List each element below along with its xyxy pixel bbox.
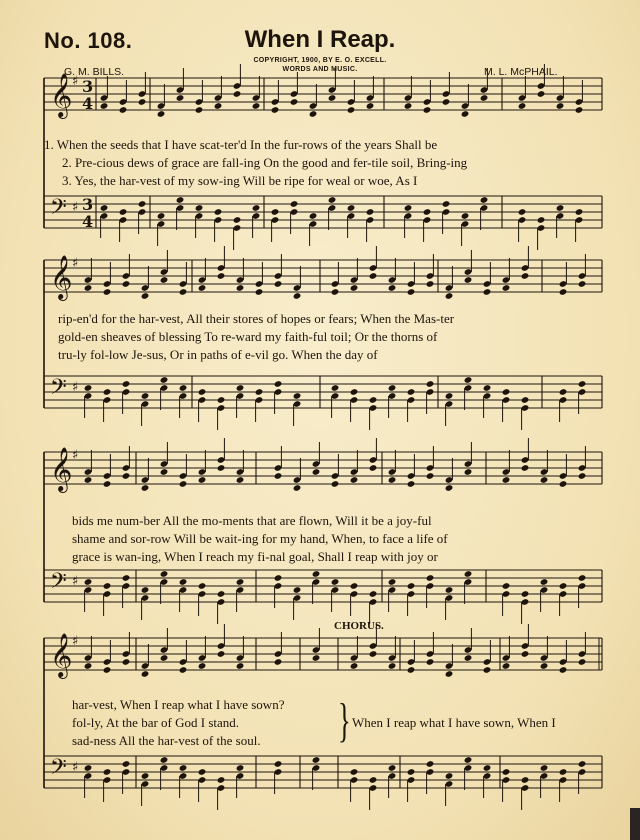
note-head (407, 666, 416, 674)
note-head (464, 276, 473, 284)
note-head (331, 288, 340, 296)
bass-clef: 𝄢 (50, 755, 67, 785)
lyricist-credit: G. M. BILLS. (64, 66, 125, 78)
system1-verse3-lyric: 3. Yes, the har-vest of my sow-ing Will be ripe for weal or woe, As I (62, 173, 418, 188)
note-head (160, 376, 169, 384)
note-head (217, 396, 226, 404)
note-head (293, 392, 302, 400)
note-head (518, 102, 527, 110)
sharp-key-signature: ♯ (72, 634, 79, 649)
note-head (575, 208, 584, 216)
time-signature-bottom: 4 (82, 94, 94, 113)
note-head (518, 208, 527, 216)
treble-clef: 𝄞 (50, 73, 73, 117)
note-head (122, 380, 131, 388)
note-head (578, 574, 587, 582)
note-head (252, 204, 261, 212)
note-head (217, 590, 226, 598)
note-head (540, 578, 549, 586)
note-head (407, 480, 416, 488)
note-head (404, 102, 413, 110)
note-head (426, 574, 435, 582)
note-head (252, 102, 261, 110)
hymn-number: No. 108. (44, 28, 133, 53)
note-head (559, 768, 568, 776)
note-head (388, 578, 397, 586)
note-head (176, 94, 185, 102)
note-head (179, 578, 188, 586)
note-head (445, 392, 454, 400)
note-head (350, 582, 359, 590)
sharp-key-signature: ♯ (72, 574, 79, 589)
note-head (198, 768, 207, 776)
system2-verse3-lyric: tru-ly fol-low Je-sus, Or in paths of e-vil go. When the day of (58, 347, 378, 362)
note-head (366, 102, 375, 110)
note-head (578, 380, 587, 388)
note-head (521, 396, 530, 404)
chorus-label: CHORUS. (334, 620, 384, 632)
note-head (445, 670, 454, 678)
note-head (369, 776, 378, 784)
note-head (233, 216, 242, 224)
note-head (388, 764, 397, 772)
note-head (331, 384, 340, 392)
note-head (483, 288, 492, 296)
note-head (404, 204, 413, 212)
note-head (578, 280, 587, 288)
note-head (236, 764, 245, 772)
note-head (521, 590, 530, 598)
note-head (122, 574, 131, 582)
note-head (84, 578, 93, 586)
note-head (103, 288, 112, 296)
note-head (236, 384, 245, 392)
note-head (464, 468, 473, 476)
note-head (84, 284, 93, 292)
note-head (103, 388, 112, 396)
copyright-line: COPYRIGHT, 1900, BY E. O. EXCELL. (253, 57, 387, 64)
system3-verse3-lyric: grace is wan-ing, When I reach my fi-nal goal, Shall I reap with joy or (72, 549, 438, 564)
note-head (559, 582, 568, 590)
time-signature-bottom: 4 (82, 212, 94, 231)
note-head (369, 396, 378, 404)
note-head (122, 760, 131, 768)
note-head (331, 480, 340, 488)
note-head (141, 392, 150, 400)
note-head (141, 772, 150, 780)
note-head (119, 208, 128, 216)
note-head (407, 768, 416, 776)
sharp-key-signature: ♯ (72, 448, 79, 463)
note-head (157, 212, 166, 220)
note-head (388, 384, 397, 392)
note-head (176, 196, 185, 204)
note-head (426, 760, 435, 768)
note-head (578, 658, 587, 666)
note-head (84, 476, 93, 484)
note-head (369, 590, 378, 598)
note-head (198, 284, 207, 292)
note-head (521, 272, 530, 280)
note-head (217, 776, 226, 784)
note-head (369, 650, 378, 658)
note-head (179, 480, 188, 488)
sharp-key-signature: ♯ (72, 380, 79, 395)
note-head (84, 662, 93, 670)
words-and-music-line: WORDS AND MUSIC. (282, 66, 358, 73)
note-head (578, 472, 587, 480)
note-head (233, 90, 242, 98)
page-corner-shadow (630, 808, 640, 840)
note-head (255, 288, 264, 296)
note-head (445, 586, 454, 594)
note-head (141, 670, 150, 678)
note-head (347, 106, 356, 114)
note-head (160, 570, 169, 578)
note-head (540, 662, 549, 670)
note-head (559, 288, 568, 296)
note-head (160, 276, 169, 284)
note-head (369, 272, 378, 280)
note-head (138, 98, 147, 106)
note-head (388, 662, 397, 670)
system4-verse3-lyric: sad-ness All the har-vest of the soul. (72, 733, 261, 748)
note-head (521, 776, 530, 784)
note-head (350, 284, 359, 292)
sharp-key-signature: ♯ (72, 74, 79, 89)
note-head (502, 284, 511, 292)
note-head (350, 476, 359, 484)
note-head (236, 476, 245, 484)
note-head (480, 94, 489, 102)
note-head (502, 582, 511, 590)
note-head (217, 650, 226, 658)
note-head (407, 388, 416, 396)
treble-clef: 𝄞 (50, 633, 73, 677)
note-head (537, 90, 546, 98)
note-head (157, 110, 166, 118)
note-head (84, 384, 93, 392)
system4-verse1-lyric: har-vest, When I reap what I have sown? (72, 697, 285, 712)
note-head (274, 472, 283, 480)
note-head (407, 288, 416, 296)
note-head (350, 662, 359, 670)
note-head (271, 208, 280, 216)
note-head (464, 376, 473, 384)
time-signature-top: 3 (82, 195, 94, 214)
note-head (141, 484, 150, 492)
note-head (119, 106, 128, 114)
note-head (103, 480, 112, 488)
note-head (556, 102, 565, 110)
note-head (309, 110, 318, 118)
note-head (366, 208, 375, 216)
note-head (198, 582, 207, 590)
system2-verse2-lyric: gold-en sheaves of blessing To re-ward my faith-ful toil; Or the thorns of (58, 329, 438, 344)
note-head (290, 200, 299, 208)
note-head (312, 756, 321, 764)
note-head (540, 476, 549, 484)
verse-brace: } (338, 694, 351, 747)
note-head (160, 756, 169, 764)
system4-verse2-lyric: fol-ly, At the bar of God I stand. (72, 715, 240, 730)
note-head (331, 578, 340, 586)
system2-verse1-lyric: rip-en'd for the har-vest, All their stores of hopes or fears; When the Mas-ter (58, 311, 455, 326)
note-head (464, 570, 473, 578)
note-head (559, 388, 568, 396)
note-head (483, 666, 492, 674)
note-head (559, 480, 568, 488)
note-head (274, 280, 283, 288)
note-head (198, 662, 207, 670)
note-head (179, 666, 188, 674)
note-head (502, 388, 511, 396)
system1-verse2-lyric: 2. Pre-cious dews of grace are fall-ing On the good and fer-tile soil, Bring-ing (62, 155, 468, 170)
note-head (559, 666, 568, 674)
note-head (217, 464, 226, 472)
note-head (179, 384, 188, 392)
note-head (236, 662, 245, 670)
note-head (426, 380, 435, 388)
note-head (198, 476, 207, 484)
note-head (464, 756, 473, 764)
note-head (160, 468, 169, 476)
note-head (426, 280, 435, 288)
note-head (312, 654, 321, 662)
note-head (103, 666, 112, 674)
note-head (369, 464, 378, 472)
note-head (388, 284, 397, 292)
sharp-key-signature: ♯ (72, 760, 79, 775)
bass-clef: 𝄢 (50, 195, 67, 225)
note-head (141, 586, 150, 594)
note-head (122, 280, 131, 288)
note-head (312, 468, 321, 476)
note-head (122, 472, 131, 480)
note-head (195, 204, 204, 212)
treble-clef: 𝄞 (50, 255, 73, 299)
note-head (179, 764, 188, 772)
note-head (274, 760, 283, 768)
note-head (426, 472, 435, 480)
note-head (537, 216, 546, 224)
note-head (274, 658, 283, 666)
note-head (217, 272, 226, 280)
note-head (540, 764, 549, 772)
system3-verse1-lyric: bids me num-ber All the mo-ments that are flown, Will it be a joy-ful (72, 513, 432, 528)
note-head (521, 650, 530, 658)
note-head (312, 570, 321, 578)
note-head (160, 654, 169, 662)
bass-clef: 𝄢 (50, 375, 67, 405)
hymn-title: When I Reap. (244, 26, 396, 53)
note-head (461, 110, 470, 118)
note-head (141, 292, 150, 300)
note-head (483, 384, 492, 392)
note-head (328, 196, 337, 204)
note-head (100, 204, 109, 212)
note-head (502, 662, 511, 670)
note-head (350, 388, 359, 396)
note-head (442, 98, 451, 106)
note-head (309, 212, 318, 220)
note-head (274, 574, 283, 582)
note-head (388, 476, 397, 484)
system3-verse2-lyric: shame and sor-row Will be wait-ing for my hand, When, to face a life of (72, 531, 448, 546)
note-head (103, 768, 112, 776)
note-head (214, 208, 223, 216)
note-head (423, 208, 432, 216)
note-head (464, 654, 473, 662)
note-head (214, 102, 223, 110)
note-head (502, 768, 511, 776)
note-head (198, 388, 207, 396)
composer-credit: M. L. McPHAIL. (484, 66, 558, 78)
note-head (195, 106, 204, 114)
note-head (445, 292, 454, 300)
note-head (255, 388, 264, 396)
note-head (103, 582, 112, 590)
note-head (556, 204, 565, 212)
note-head (483, 764, 492, 772)
note-head (502, 476, 511, 484)
note-head (350, 768, 359, 776)
bass-clef: 𝄢 (50, 569, 67, 599)
note-head (578, 760, 587, 768)
note-head (461, 212, 470, 220)
time-signature-top: 3 (82, 77, 94, 96)
note-head (445, 772, 454, 780)
note-head (328, 94, 337, 102)
sharp-key-signature: ♯ (72, 256, 79, 271)
note-head (100, 102, 109, 110)
note-head (138, 200, 147, 208)
note-head (236, 284, 245, 292)
note-head (423, 106, 432, 114)
note-head (426, 658, 435, 666)
note-head (442, 200, 451, 208)
note-head (290, 98, 299, 106)
system1-verse1-lyric: 1. When the seeds that I have scat-ter'd In the fur-rows of the years Shall be (44, 137, 438, 152)
note-head (293, 292, 302, 300)
note-head (575, 106, 584, 114)
treble-clef: 𝄞 (50, 447, 73, 491)
note-head (236, 578, 245, 586)
note-head (84, 764, 93, 772)
note-head (293, 484, 302, 492)
note-head (480, 196, 489, 204)
note-head (407, 582, 416, 590)
note-head (179, 288, 188, 296)
note-head (271, 106, 280, 114)
sharp-key-signature: ♯ (72, 200, 79, 215)
note-head (274, 380, 283, 388)
note-head (521, 464, 530, 472)
chorus-lyric: When I reap what I have sown, When I (352, 715, 556, 730)
note-head (445, 484, 454, 492)
note-head (293, 586, 302, 594)
note-head (347, 204, 356, 212)
note-head (122, 658, 131, 666)
